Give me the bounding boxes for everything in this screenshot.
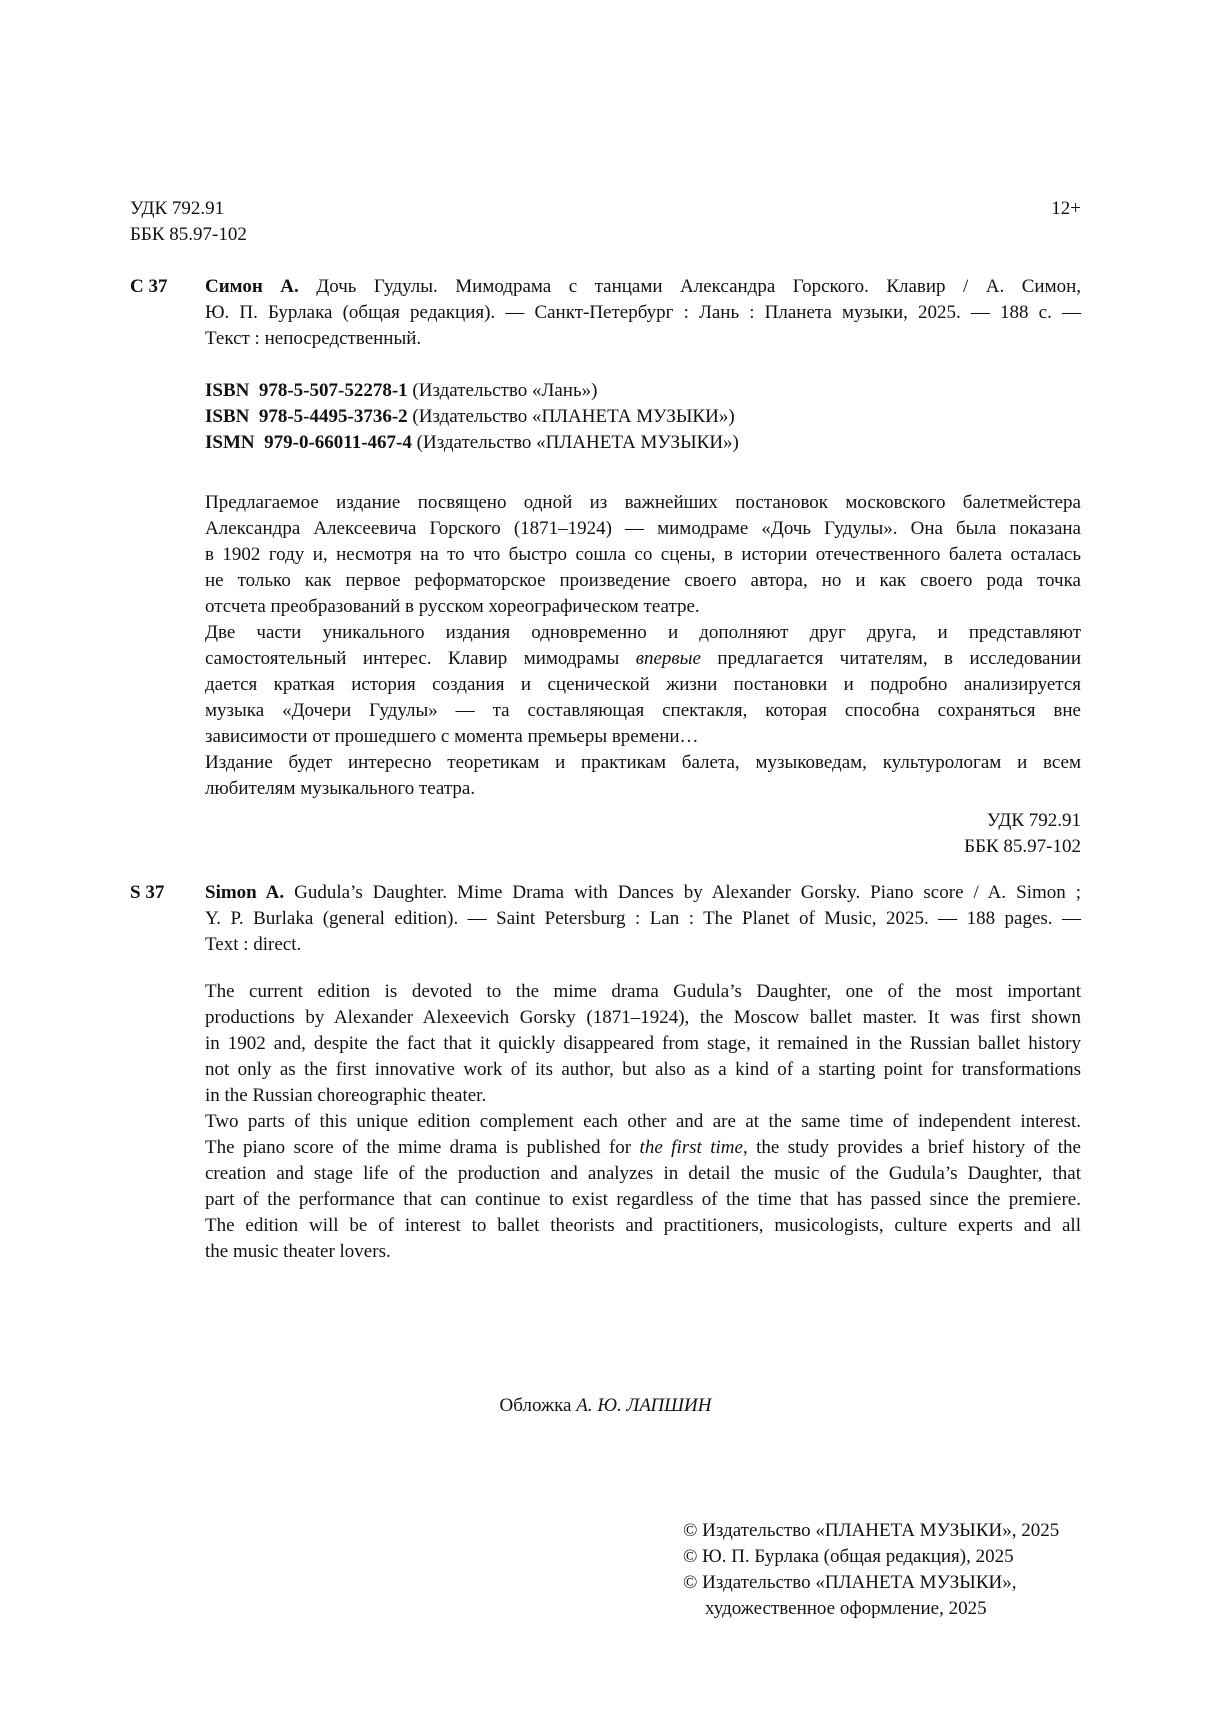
ru-record-line-2: Ю. П. Бурлака (общая редакция). — Санкт-Петербург : Лань : Планета музыки, 2025. — 188 с. — bbox=[205, 302, 1081, 323]
en-abstract-line: Two parts of this unique edition complement each other and are at the same time of independent interest. bbox=[205, 1111, 1081, 1132]
ru-abstract-line: Александра Алексеевича Горского (1871–1924) — мимодраме «Дочь Гудулы». Она была показана bbox=[205, 518, 1081, 539]
ru-record bbox=[205, 274, 1081, 352]
emphasis: впервые bbox=[635, 648, 701, 669]
en-abstract-line: the music theater lovers. bbox=[205, 1241, 391, 1262]
copyright-line-continuation: художественное оформление, 2025 bbox=[705, 1598, 987, 1619]
en-record-line-2: Y. P. Burlaka (general edition). — Saint Petersburg : Lan : The Planet of Music, 2025. — 188 pages. — bbox=[205, 908, 1081, 929]
cover-credit bbox=[0, 1393, 1211, 1419]
en-abstract-line: in the Russian choreographic theater. bbox=[205, 1085, 487, 1106]
en-record bbox=[205, 880, 1081, 958]
age-rating: 12+ bbox=[1051, 198, 1081, 219]
identifier-line: ISMN 979-0-66011-467-4 (Издательство «ПЛАНЕТА МУЗЫКИ») bbox=[205, 432, 739, 453]
identifier-line: ISBN 978-5-4495-3736-2 (Издательство «ПЛАНЕТА МУЗЫКИ») bbox=[205, 406, 735, 427]
en-abstract-line: The current edition is devoted to the mime drama Gudula’s Daughter, one of the most important bbox=[205, 981, 1081, 1002]
bbk-code: ББК 85.97-102 bbox=[130, 224, 247, 245]
ru-abstract bbox=[205, 490, 1081, 802]
copyright-line: © Издательство «ПЛАНЕТА МУЗЫКИ», 2025 bbox=[683, 1520, 1060, 1541]
copyright-block bbox=[683, 1518, 1059, 1622]
classification-repeat bbox=[964, 808, 1081, 860]
ru-abstract-line: Предлагаемое издание посвящено одной из важнейших постановок московского балетмейстера bbox=[205, 492, 1081, 513]
ru-abstract-line: Издание будет интересно теоретикам и практикам балета, музыковедам, культурологам и всем bbox=[205, 752, 1081, 773]
en-record-line-1: Simon A. Gudula’s Daughter. Mime Drama with Dances by Alexander Gorsky. Piano score / A. Simon ; bbox=[205, 882, 1081, 903]
ru-abstract-line: не только как первое реформаторское произведение своего автора, но и как своего рода точка bbox=[205, 570, 1081, 591]
identifiers bbox=[205, 378, 739, 456]
en-record-line-3: Text : direct. bbox=[205, 934, 302, 955]
ru-abstract-line: музыка «Дочери Гудулы» — та составляющая спектакля, которая способна сохраняться вне bbox=[205, 700, 1081, 721]
ru-record-author: Симон А. bbox=[205, 276, 299, 297]
ru-abstract-line: любителям музыкального театра. bbox=[205, 778, 476, 799]
en-abstract-line: productions by Alexander Alexeevich Gorsky (1871–1924), the Moscow ballet master. It was first shown bbox=[205, 1007, 1081, 1028]
copyright-line: © Издательство «ПЛАНЕТА МУЗЫКИ», bbox=[683, 1572, 1017, 1593]
ru-abstract-line: Две части уникального издания одновременно и дополняют друг друга, и представляют bbox=[205, 622, 1081, 643]
ru-abstract-line: самостоятельный интерес. Клавир мимодрамы впервые предлагается читателям, в исследовании bbox=[205, 648, 1081, 669]
ru-abstract-line: в 1902 году и, несмотря на то что быстро сошла со сцены, в истории отечественного балета осталась bbox=[205, 544, 1081, 565]
ru-abstract-line: дается краткая история создания и сценической жизни постановки и подробно анализируется bbox=[205, 674, 1081, 695]
udk-code: УДК 792.91 bbox=[130, 198, 225, 219]
en-abstract-line: The edition will be of interest to ballet theorists and practitioners, musicologists, culture experts and all bbox=[205, 1215, 1081, 1236]
ru-record-line-1: Симон А. Дочь Гудулы. Мимодрама с танцами Александра Горского. Клавир / А. Симон, bbox=[205, 276, 1082, 297]
ru-abstract-line: зависимости от прошедшего с момента премьеры времени… bbox=[205, 726, 699, 747]
en-record-code: S 37 bbox=[130, 882, 165, 903]
cover-credit-name: А. Ю. ЛАПШИН bbox=[576, 1395, 712, 1416]
en-abstract-line: creation and stage life of the production and analyzes in detail the music of the Gudula’s Daughter, that bbox=[205, 1163, 1081, 1184]
bbk-code-repeat: ББК 85.97-102 bbox=[964, 836, 1081, 857]
ru-record-code: С 37 bbox=[130, 276, 168, 297]
en-abstract-line: part of the performance that can continue to exist regardless of the time that has passed since the premiere. bbox=[205, 1189, 1081, 1210]
en-abstract bbox=[205, 979, 1081, 1265]
en-record-author: Simon A. bbox=[205, 882, 285, 903]
copyright-line: © Ю. П. Бурлака (общая редакция), 2025 bbox=[683, 1546, 1014, 1567]
ru-record-line-3: Текст : непосредственный. bbox=[205, 328, 422, 349]
udk-code-repeat: УДК 792.91 bbox=[986, 810, 1081, 831]
emphasis: the first time bbox=[639, 1137, 743, 1158]
cover-credit-label: Обложка bbox=[499, 1395, 577, 1416]
en-abstract-line: in 1902 and, despite the fact that it quickly disappeared from stage, it remained in the Russian ballet history bbox=[205, 1033, 1081, 1054]
identifier-line: ISBN 978-5-507-52278-1 (Издательство «Лань») bbox=[205, 380, 598, 401]
ru-abstract-line: отсчета преобразований в русском хореографическом театре. bbox=[205, 596, 700, 617]
header-classification bbox=[130, 196, 247, 248]
en-abstract-line: not only as the first innovative work of its author, but also as a kind of a starting point for transformations bbox=[205, 1059, 1081, 1080]
en-abstract-line: The piano score of the mime drama is published for the first time, the study provides a brief history of the bbox=[205, 1137, 1081, 1158]
